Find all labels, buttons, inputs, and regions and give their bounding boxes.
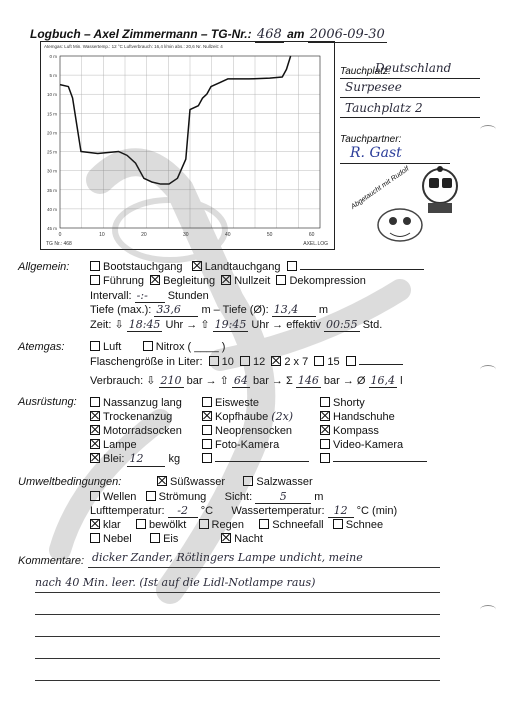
kommentare-label: Kommentare: (18, 555, 85, 567)
bewoelkt-label: bewölkt (149, 519, 187, 531)
partner-signature: R. Gast (350, 145, 402, 161)
sicht-value: 5 (255, 490, 311, 504)
site-line-2: Surpesee (345, 80, 402, 94)
lampe-label: Lampe (103, 439, 137, 451)
blei-label: Blei: (103, 453, 125, 465)
comment-line-1: dicker Zander, Rötlingers Lampe undicht, meine (92, 551, 363, 564)
site-underline-2 (340, 97, 480, 98)
nitrox-label: Nitrox ( ____ ) (155, 341, 226, 353)
trockenanzug-label: Trockenanzug (103, 411, 173, 423)
wassertemperatur-label: Wassertemperatur: (231, 505, 325, 517)
wassertemperatur-unit: °C (min) (356, 505, 398, 517)
site-underline-3 (340, 117, 480, 118)
flaschen-label: Flaschengröße in Liter: (90, 356, 203, 368)
bar-1: bar → ⇧ (186, 375, 229, 387)
shorty-label: Shorty (333, 397, 365, 409)
kompass-label: Kompass (333, 425, 379, 437)
y-tick-label: 10 m (46, 92, 57, 98)
stamp-text: Abgetaucht mit Rudolf (350, 165, 411, 211)
begleitung-label: Begleitung (163, 275, 216, 287)
tg-number: 468 (256, 27, 282, 42)
nebel-label: Nebel (103, 533, 132, 545)
sum-bar: 146 (297, 374, 319, 387)
tiefe-unit: m (318, 304, 328, 316)
x-tick-label: 50 (266, 232, 273, 238)
x-tick-label: 20 (141, 232, 147, 238)
chart-info-strip: Atemgas: Luft Min. Wassertemp.: 12 °C Luftverbrauch: 16,4 l/min abs.: 20,6 Nr. Nullzeit: 4 (44, 44, 223, 49)
tiefe-avg-label: m – Tiefe (Ø): (201, 304, 269, 316)
zeit-start: 18:45 (128, 318, 161, 331)
neoprensocken-label: Neoprensocken (215, 425, 293, 437)
intervall-value: -:- (135, 289, 165, 303)
umwelt-label: Umweltbedingungen: (18, 476, 122, 488)
ruled-line-5 (35, 658, 440, 659)
blei-value: 12 (127, 452, 165, 467)
lufttemperatur-value: -2 (168, 504, 198, 518)
suesswasser-label: Süßwasser (170, 476, 226, 488)
tiefe-avg-value: 13,4 (272, 303, 316, 317)
partner-label: Tauchpartner: (340, 134, 402, 145)
dive-date: 2006-09-30 (309, 27, 385, 42)
x-tick-label: 40 (224, 232, 231, 238)
zeit-end: 19:45 (214, 318, 247, 331)
size-15-label: 15 (327, 356, 340, 368)
lufttemperatur-label: Lufttemperatur: (90, 505, 165, 517)
stroemung-label: Strömung (158, 491, 207, 503)
nacht-label: Nacht (234, 533, 263, 545)
zeit-uhr-2: Uhr → effektiv (251, 319, 321, 331)
start-bar: 210 (160, 374, 182, 387)
x-tick-label: 0 (58, 232, 62, 238)
y-tick-label: 25 m (46, 149, 57, 155)
logbook-title (30, 27, 387, 42)
site-underline-1 (340, 78, 480, 79)
avg-consumption: 16,4 (370, 374, 396, 387)
klar-label: klar (103, 519, 121, 531)
ausruestung-label: Ausrüstung: (18, 396, 77, 408)
y-tick-label: 20 m (46, 130, 57, 136)
ruled-line-6 (35, 680, 440, 681)
x-tick-label: 60 (308, 232, 315, 238)
kopfhaube-label: Kopfhaube (215, 411, 269, 423)
zeit-std: Std. (362, 319, 383, 331)
sicht-label: Sicht: (224, 491, 253, 503)
comment-line-2: nach 40 Min. leer. (Ist auf die Lidl-Notlampe raus) (35, 576, 316, 589)
eis-label: Eis (163, 533, 179, 545)
nassanzug-label: Nassanzug lang (103, 397, 182, 409)
schneefall-label: Schneefall (272, 519, 324, 531)
x-tick-label: 10 (99, 232, 105, 238)
y-tick-label: 30 m (46, 168, 57, 174)
x-tick-label: 30 (183, 232, 189, 238)
nullzeit-label: Nullzeit (234, 275, 271, 287)
size-2x7-label: 2 x 7 (284, 356, 309, 368)
bar-3: bar → Ø (323, 375, 366, 387)
zeit-uhr-1: Uhr → ⇧ (165, 319, 210, 331)
schnee-label: Schnee (345, 519, 384, 531)
y-tick-label: 45 m (46, 226, 57, 231)
zeit-label: Zeit: ⇩ (90, 319, 124, 331)
zeit-effektiv: 00:55 (325, 318, 358, 331)
diver-watermark (20, 120, 460, 640)
end-bar: 64 (233, 374, 248, 387)
motorradsocken-label: Motorradsocken (103, 425, 182, 437)
bootstauchgang-label: Bootstauchgang (103, 261, 183, 273)
y-tick-label: 0 m (49, 54, 57, 59)
allgemein-label: Allgemein: (18, 261, 70, 273)
tiefe-max-label: Tiefe (max.): (90, 304, 152, 316)
title-text: Logbuch – Axel Zimmermann – TG-Nr.: (30, 27, 252, 41)
chart-footer-right: AXEL.LOG (303, 241, 328, 247)
liter-unit: l (400, 375, 403, 387)
am-label: am (287, 27, 305, 41)
regen-label: Regen (211, 519, 244, 531)
atemgas-label: Atemgas: (18, 341, 65, 353)
binder-mark-2 (480, 365, 496, 374)
y-tick-label: 35 m (46, 187, 57, 193)
binder-mark-3 (480, 605, 496, 614)
intervall-label: Intervall: (90, 290, 132, 302)
bar-2: bar → Σ (252, 375, 293, 387)
salzwasser-label: Salzwasser (256, 476, 313, 488)
verbrauch-label: Verbrauch: ⇩ (90, 375, 156, 387)
size-12-label: 12 (253, 356, 266, 368)
site-line-1: Deutschland (375, 61, 452, 75)
kopfhaube-note: (2x) (271, 410, 294, 423)
wassertemperatur-value: 12 (328, 504, 354, 518)
video-kamera-label: Video-Kamera (333, 439, 404, 451)
y-tick-label: 5 m (49, 73, 57, 79)
size-10-label: 10 (221, 356, 234, 368)
binder-mark-1 (480, 125, 496, 134)
chart-footer-left: TG Nr.: 468 (46, 241, 72, 247)
tiefe-max-value: 33,6 (154, 303, 198, 317)
lufttemperatur-unit: °C (200, 505, 214, 517)
sicht-unit: m (314, 491, 324, 503)
luft-label: Luft (103, 341, 122, 353)
intervall-unit: Stunden (167, 290, 209, 302)
blei-unit: kg (168, 453, 181, 465)
eisweste-label: Eisweste (215, 397, 260, 409)
foto-kamera-label: Foto-Kamera (215, 439, 280, 451)
y-tick-label: 40 m (46, 206, 57, 212)
dekompression-label: Dekompression (289, 275, 366, 287)
fuehrung-label: Führung (103, 275, 144, 287)
site-label: Tauchplatz: (340, 66, 391, 77)
site-line-3: Tauchplatz 2 (345, 101, 423, 115)
handschuhe-label: Handschuhe (333, 411, 395, 423)
y-tick-label: 15 m (46, 111, 57, 117)
wellen-label: Wellen (103, 491, 137, 503)
landtauchgang-label: Landtauchgang (204, 261, 281, 273)
